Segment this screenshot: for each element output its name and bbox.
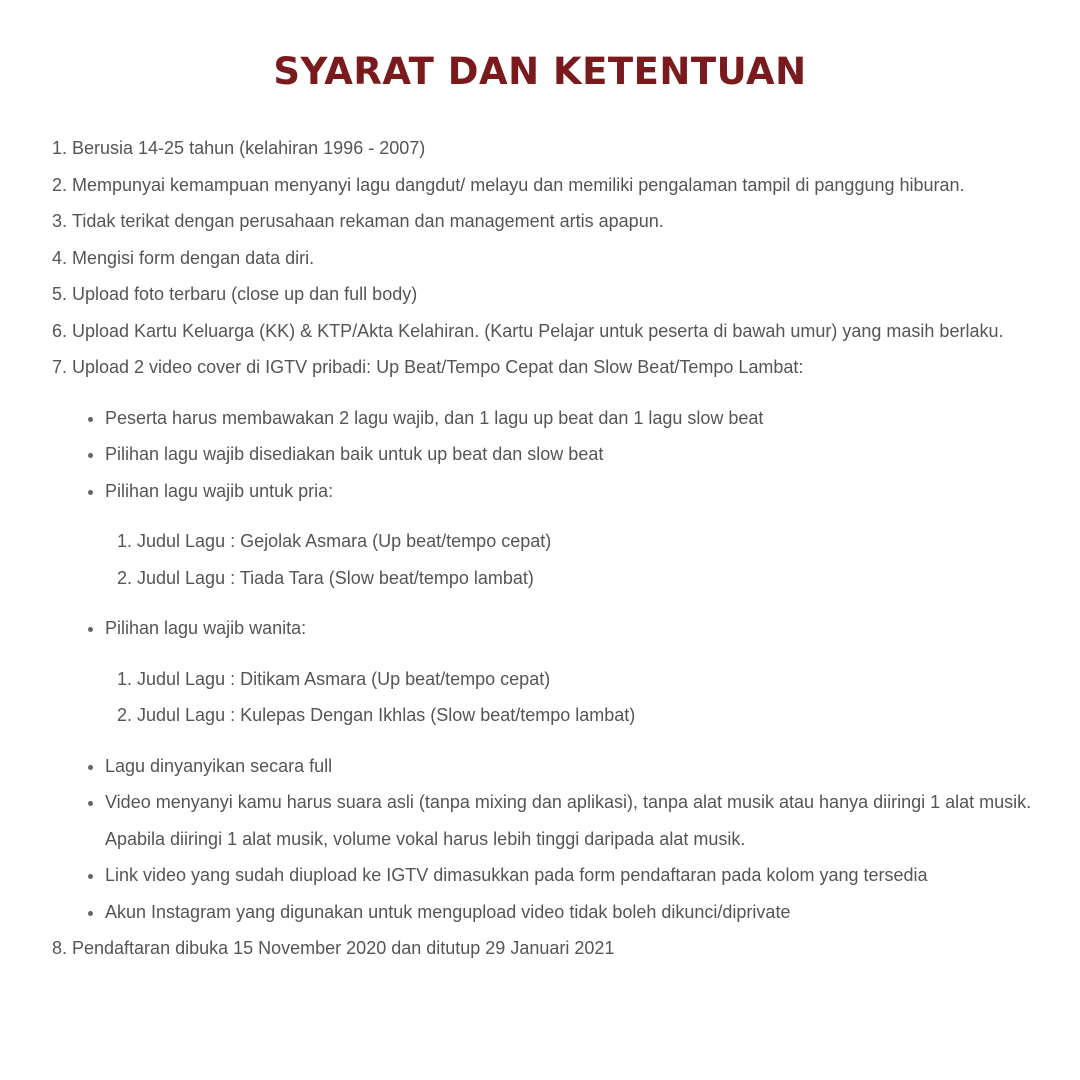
terms-item-6: 6. Upload Kartu Keluarga (KK) & KTP/Akta Kelahiran. (Kartu Pelajar untuk peserta di bawah umur) yang masih berlaku. bbox=[72, 313, 1056, 350]
wanita-song-1: 1. Judul Lagu : Ditikam Asmara (Up beat/tempo cepat) bbox=[137, 661, 1056, 698]
video-rule-full-song: • Lagu dinyanyikan secara full bbox=[105, 748, 1056, 785]
terms-item-8: 8. Pendaftaran dibuka 15 November 2020 dan ditutup 29 Januari 2021 bbox=[72, 930, 1056, 967]
video-rule-original-voice: • Video menyanyi kamu harus suara asli (tanpa mixing dan aplikasi), tanpa alat musik atau hanya diiringi 1 alat musik. Apabila diiringi 1 alat musik, volume vokal harus lebih tinggi daripada alat musik. bbox=[105, 784, 1056, 857]
terms-item-7-text: Upload 2 video cover di IGTV pribadi: Up Beat/Tempo Cepat dan Slow Beat/Tempo Lambat: bbox=[72, 357, 804, 377]
video-rules-list bbox=[72, 400, 1056, 931]
pria-song-1: 1. Judul Lagu : Gejolak Asmara (Up beat/tempo cepat) bbox=[137, 523, 1056, 560]
terms-list bbox=[0, 130, 1080, 967]
terms-item-5: 5. Upload foto terbaru (close up dan full body) bbox=[72, 276, 1056, 313]
video-rule-wanita bbox=[105, 610, 1056, 734]
wanita-songs-label: Pilihan lagu wajib wanita: bbox=[105, 618, 307, 638]
video-rule-link: • Link video yang sudah diupload ke IGTV dimasukkan pada form pendaftaran pada kolom yang tersedia bbox=[105, 857, 1056, 894]
video-rule-pria bbox=[105, 473, 1056, 597]
video-rule-songs-provided: • Pilihan lagu wajib disediakan baik untuk up beat dan slow beat bbox=[105, 436, 1056, 473]
terms-item-3: 3. Tidak terikat dengan perusahaan rekaman dan management artis apapun. bbox=[72, 203, 1056, 240]
wanita-songs-list bbox=[105, 661, 1056, 734]
wanita-song-2: 2. Judul Lagu : Kulepas Dengan Ikhlas (Slow beat/tempo lambat) bbox=[137, 697, 1056, 734]
terms-item-2: 2. Mempunyai kemampuan menyanyi lagu dangdut/ melayu dan memiliki pengalaman tampil di panggung hiburan. bbox=[72, 167, 1056, 204]
terms-item-1: 1. Berusia 14-25 tahun (kelahiran 1996 - 2007) bbox=[72, 130, 1056, 167]
terms-item-4: 4. Mengisi form dengan data diri. bbox=[72, 240, 1056, 277]
terms-content bbox=[0, 130, 1080, 967]
pria-songs-label: Pilihan lagu wajib untuk pria: bbox=[105, 480, 334, 501]
video-rule-songs-count: • Peserta harus membawakan 2 lagu wajib, dan 1 lagu up beat dan 1 lagu slow beat bbox=[105, 400, 1056, 437]
video-rule-account: • Akun Instagram yang digunakan untuk mengupload video tidak boleh dikunci/diprivate bbox=[105, 894, 1056, 931]
pria-song-2: 2. Judul Lagu : Tiada Tara (Slow beat/tempo lambat) bbox=[137, 560, 1056, 597]
terms-item-7 bbox=[72, 349, 1056, 930]
pria-songs-list bbox=[105, 523, 1056, 596]
page-title: SYARAT DAN KETENTUAN bbox=[273, 50, 807, 93]
